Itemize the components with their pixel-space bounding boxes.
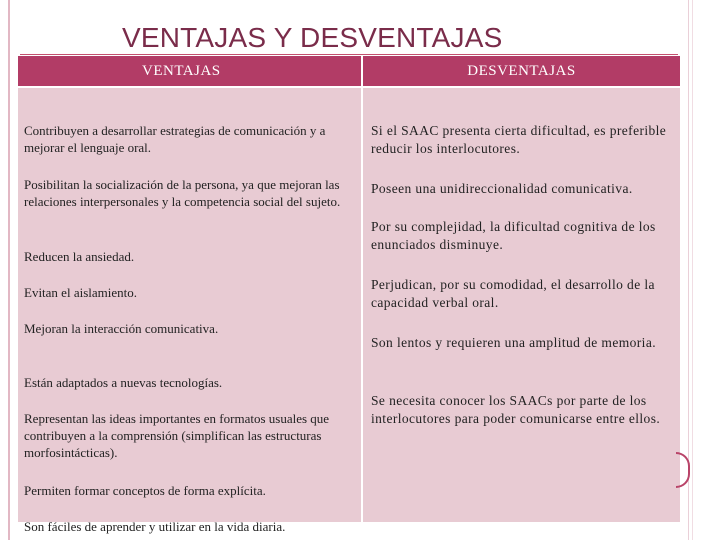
ventaja-item-9: Son fáciles de aprender y utilizar en la vida diaria.: [24, 519, 286, 534]
ventaja-item-4: Evitan el aislamiento.: [24, 285, 137, 300]
ventaja-item-5: Mejoran la interacción comunicativa.: [24, 321, 219, 336]
title-underline: [20, 54, 678, 55]
slide-title: VENTAJAS Y DESVENTAJAS: [122, 22, 503, 53]
comparison-table: [18, 56, 680, 534]
header-ventajas: VENTAJAS: [18, 56, 363, 86]
header-desventajas: DESVENTAJAS: [363, 56, 680, 86]
desventaja-item-1: Si el SAAC presenta cierta dificultad, es preferible reducir los interlocutores.: [371, 123, 667, 156]
slide-left-border: [8, 0, 10, 540]
cell-divider: [363, 86, 680, 88]
ventaja-item-7: Representan las ideas importantes en formatos usuales que contribuyen a la comprensión (simplifican las estructuras morfosintácticas).: [24, 411, 330, 460]
desventaja-item-6: Se necesita conocer los SAACs por parte de los interlocutores para poder comunicarse entre ellos.: [371, 393, 661, 426]
desventaja-item-3: Por su complejidad, la dificultad cognitiva de los enunciados disminuye.: [371, 219, 656, 252]
ventaja-item-6: Están adaptados a nuevas tecnologías.: [24, 375, 223, 390]
desventaja-item-4: Perjudican, por su comodidad, el desarrollo de la capacidad verbal oral.: [371, 277, 655, 310]
ventaja-item-1: Contribuyen a desarrollar estrategias de comunicación y a mejorar el lenguaje oral.: [24, 123, 326, 155]
ventajas-column: [18, 86, 363, 534]
ventaja-item-8: Permiten formar conceptos de forma explícita.: [24, 483, 266, 498]
desventaja-item-2: Poseen una unidireccionalidad comunicativa.: [371, 181, 633, 196]
ventaja-item-3: Reducen la ansiedad.: [24, 249, 135, 264]
desventajas-column: [363, 86, 680, 522]
desventaja-item-5: Son lentos y requieren una amplitud de memoria.: [371, 335, 656, 350]
slide-right-border-inner: [692, 0, 693, 540]
cell-divider: [18, 86, 361, 88]
ventaja-item-2: Posibilitan la socialización de la persona, ya que mejoran las relaciones interpersonales y la competencia social del sujeto.: [24, 177, 341, 209]
